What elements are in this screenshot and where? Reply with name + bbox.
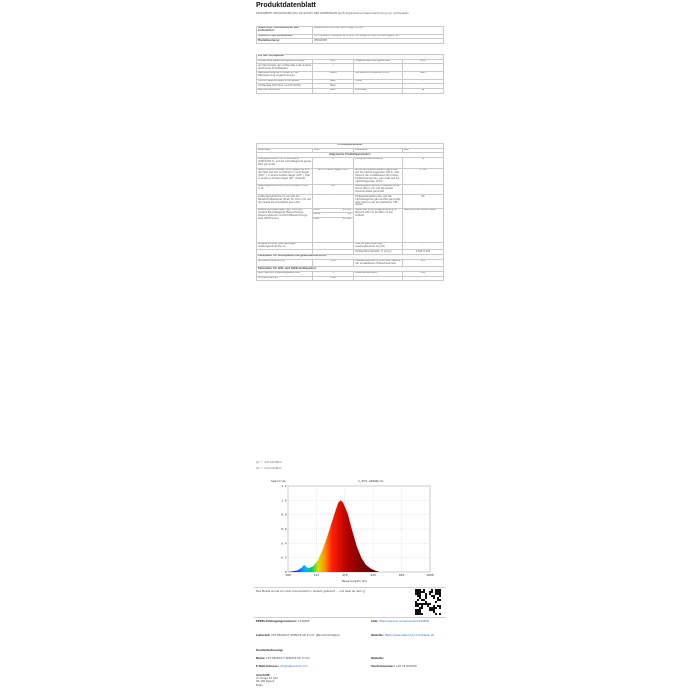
general-param-value: 8 (313, 158, 354, 169)
light-source-value: Nein (313, 84, 354, 89)
general-param-row (257, 195, 444, 208)
led-param-value: 1,00 (402, 271, 443, 276)
name-label: Name: (256, 657, 266, 660)
chart-title: Spectrum (271, 480, 286, 483)
directional-param-param: Spitzenlichtstärke (cd) (257, 259, 313, 267)
general-param-row (257, 168, 444, 184)
light-source-param: Verwendete Beleuchtungstech-nologie: (257, 59, 313, 64)
directional-param-param: Halbwertswinkel in Grad oder Spanne der einstellbaren Halbwertswinkel (354, 259, 403, 267)
light-source-type-table (256, 54, 444, 94)
qr-module (433, 597, 435, 599)
led-param-value: 3 (313, 271, 354, 276)
eprel-row (256, 620, 366, 623)
general-param-value: - (313, 195, 354, 208)
care-address-label: Anschrift: (256, 674, 271, 677)
y-tick-label: 0.6 (281, 527, 287, 531)
light-source-value: - (402, 79, 443, 84)
name-value: CET PRODUCT SERVICE SP. Z O.O. (266, 657, 310, 660)
care-name-row (256, 657, 366, 660)
qr-module (439, 599, 441, 601)
led-param-value: 0,96 (313, 276, 354, 281)
light-source-param: Ungebündelt oder gebündelt: (354, 59, 403, 64)
qr-module (429, 603, 431, 605)
dim-value: 20 (348, 212, 352, 216)
email-row (256, 665, 366, 668)
eprel-link-label: Link: (371, 620, 379, 623)
led-param-param: Lebensdauerfaktor (354, 271, 403, 276)
dim-value: 20 000 (342, 217, 352, 220)
light-source-param: Dimmbar: (354, 88, 403, 93)
light-source-param: Netzspannung/Nicht direkt an die Netzspannung angeschlos-sen: (257, 71, 313, 79)
address-label: Anschrift des Lieferanten: (257, 34, 313, 39)
eprel-value: 2139208 (297, 620, 310, 623)
eprel-label: EPREL-Eintragungsnummer: (256, 620, 298, 623)
light-source-row (257, 64, 444, 72)
general-param-param: Nutzlichtstrom (Φuse) mit An-gabe, ob sich der Wert auf den Lichtstrom in einer Kugel (360° ), in einem breiten Kegel (120° ) oder in einem schmalen Kegel (90° ) bezieht (257, 168, 313, 184)
qr-module (421, 613, 423, 615)
general-param-param: Energieverbrauch im Ein-Zu-stand (kWh/1000 h), auf die nächstliegende ganze Zahl gerundet (258, 157, 312, 167)
general-param-param: Farbwiedergabein-dex, auf die nächstliegende gan-ze Zahl gerundet, oder Spanne der ein-stellbaren CRI-Werte (355, 194, 401, 207)
led-param-value (402, 276, 443, 281)
address-block (256, 674, 444, 687)
led-param-param: Lichtstromerhalt (257, 276, 313, 281)
x-tick-label: 380 (285, 573, 291, 577)
general-param-value: 80 (402, 195, 443, 208)
x-tick-label: 645 (370, 573, 376, 577)
divider (254, 587, 446, 588)
light-source-param: Hülle: (354, 79, 403, 84)
supplier-value: CET PRODUCT SERVICE SP. Z O.O. (Bevollmächtigter) (271, 634, 340, 637)
x-tick-label: 513 (313, 573, 320, 577)
light-source-param: Art des Sockels der Lichtquelle (oder andere elektrische Schnittstelle) (258, 63, 312, 70)
phone-label: Telefonnummer: (371, 665, 395, 668)
general-param-param: Leistungsaufnahme im Ein-Zu-stand (Pon) in W (257, 184, 313, 195)
light-source-value: Ja (402, 88, 443, 93)
y-tick-label: 1.2 (281, 484, 287, 488)
intro-text: DELEGIERTE VERORDNUNG (EU) 2019/2015 DER KOMMISSION bei Energieverbrauchskennzeichnung von Lichtquellen (256, 12, 409, 15)
trademark-label: Name oder Handelsmarke des Lieferanten: (257, 27, 313, 35)
email-label: E-Mail-Adresse: (256, 665, 279, 668)
general-param-param: Energieeffizienzklas-se (354, 158, 403, 169)
qr-module (439, 613, 441, 615)
col-value-1: Wert (313, 148, 354, 153)
model-placed-note: Das Modell wurde von dem Unionsmarkt in Verkehr gebracht ... und zwar ab dem: JJ (256, 590, 365, 593)
chart-annotation: λ,P=5.249mW/nm (358, 480, 384, 483)
general-param-row (257, 242, 444, 250)
general-param-row (257, 184, 444, 195)
general-param-row (257, 158, 444, 169)
general-param-value: - (313, 242, 354, 250)
general-param-value: 0,506 0,442 (402, 250, 443, 255)
light-source-param: Lichtquelle mit hoher Leucht-dichte: (257, 84, 313, 89)
light-source-value: DLS (402, 59, 443, 64)
supplier-label: Lieferant: (256, 634, 271, 637)
divider (254, 617, 446, 618)
general-param-value: 2 700 (402, 168, 443, 184)
directional-params-header: Parameter für Lichtquellen mit gebündeltem Licht: (257, 254, 444, 259)
spectrum-area (288, 500, 380, 572)
supplier-row (256, 634, 366, 637)
light-source-value: Nein (313, 88, 354, 93)
general-params-header: Allgemeine Produktparameter: (257, 153, 444, 158)
light-source-row (257, 88, 444, 93)
general-param-param: Leistungsaufnahme im vernetz-ten Bereitschaftsbetrieb (Pnet) für CLS in W, auf die zweite De-zimalstelle gerundet (257, 195, 313, 208)
model-label: Modellkennung: (257, 39, 313, 44)
qr-code[interactable] (415, 589, 441, 615)
eprel-link-row (371, 620, 443, 623)
general-param-param: Angabe zu einer gleichwertigen Leistungsaufnahme (a) (257, 242, 313, 250)
qr-module (435, 613, 437, 615)
supplier-table (256, 26, 444, 44)
led-param-row (257, 276, 444, 281)
led-param-param: Wert des R9-Farbwiedergabein-dex (257, 271, 313, 276)
directional-param-value: 120 (402, 259, 443, 267)
general-param-value: 399 in breiter Kegel (120°) (313, 168, 354, 184)
col-value-2: Wert (402, 148, 443, 153)
y-tick-label: 0.2 (281, 555, 287, 560)
spectrum-chart (270, 480, 440, 584)
qr-module (439, 607, 441, 609)
y-tick-label: 0.4 (281, 541, 287, 546)
y-tick-label: 1.0 (281, 498, 287, 503)
y-tick-label: 0 (284, 570, 287, 574)
dimensions-label: äußere Ab-messungen, ggf. ohne ge-parates Be-triebsgerät, Beleuchtungs-steuerungstei-le und Nicht-Beleuchtungs-teile (Millime-ter) (257, 208, 313, 242)
phone-row (371, 665, 443, 668)
light-source-param: Vernetzte Lichtquel-le (CLS): (354, 71, 403, 79)
qr-module (421, 607, 423, 609)
address-line: 95-100 Zgierz (256, 680, 275, 684)
light-source-value: MNLS (313, 71, 354, 79)
light-source-value: Nein (402, 71, 443, 79)
care-label-text: Kundenbetreuung: (256, 649, 284, 652)
qr-module (435, 607, 437, 609)
general-param-value: - (402, 242, 443, 250)
general-param-param: Falls ja, gleichwerti-ge Leistungsaufnah-me (W) (354, 242, 403, 250)
website2-label: Website: (371, 657, 384, 660)
website-link[interactable]: https://www.cetproduct.com/blank-10 (384, 634, 434, 637)
col-param-2: Parameter (354, 148, 403, 153)
customer-care-label (256, 649, 444, 652)
dim-value: 20 000 (342, 208, 352, 211)
general-param-param: Leistungsaufnahme im Bereitschafts-stand (Psb) in W, auf die zweite Dezimal-stelle gerundet (354, 184, 403, 195)
x-axis-label: Wavelength(nm) (342, 579, 368, 583)
light-source-value: / (313, 64, 354, 72)
product-data-sheet (254, 0, 446, 700)
footnote-a: (a) "-": nicht zutreffend; (256, 461, 283, 464)
dim-key: Höhe (313, 208, 320, 211)
light-source-param: Farblich abstimmbare Licht-quelle: (257, 79, 313, 84)
address-line: Ul. Dluga 33 102 (256, 677, 278, 681)
qr-module (431, 591, 433, 593)
email-link[interactable]: info@cetproduct.com (279, 665, 308, 668)
model-value: WWG500H (313, 39, 444, 44)
led-param-param (354, 276, 403, 281)
general-param-value: G (402, 158, 443, 169)
light-source-param (354, 64, 403, 72)
light-source-value (402, 64, 443, 72)
phone-value: +48 791019706 (395, 665, 417, 668)
led-params-header: Parameter für LED- und OLED-Lichtquellen: (257, 267, 444, 272)
light-source-row (257, 71, 444, 79)
qr-module (435, 601, 437, 603)
spectrum-label: Spektrale Strah-lungsverteilung im Bereich 250 nm bis 800 nm bei Volllast (354, 208, 403, 242)
dim-row-2 (313, 217, 354, 242)
qr-module (417, 599, 419, 601)
light-source-type-header: Art der Lichtquelle: (257, 55, 444, 60)
general-param-param: ähnliche Farbtem-peratur gerundet auf die nächst-liegenden 100 K, oder Spanne der einstellbaren ähn-lichen Farbtempera-turen, gerundet auf die nächstliegenden 100 K (354, 168, 403, 184)
eprel-link[interactable]: https://eprel.ec.europa.eu/qr/2139208 (378, 620, 429, 623)
footnote-b: (b) "-": nicht zutreffend. (256, 467, 283, 470)
qr-module (425, 597, 427, 599)
website-row (371, 634, 443, 637)
y-tick-label: 0.8 (281, 512, 287, 517)
col-param-1: Parameter (257, 148, 313, 153)
general-param-value: 6,0 (313, 184, 354, 195)
product-params-table (256, 143, 444, 281)
address-line: Polen (256, 683, 264, 687)
website-label: Website: (371, 634, 384, 637)
trademark-value: Shenzhenshi Minmait Technology Co.,Ltd (313, 27, 444, 35)
care-website-row (371, 657, 443, 660)
general-param-param: Farbwertkoordinaten (x und y) (354, 250, 403, 255)
document-title: Produktdatenblatt (256, 2, 316, 9)
product-params-header: Produktparameter (257, 144, 444, 149)
general-param-value: - (402, 184, 443, 195)
address-value: CET PRODUCT SERVICE SP. Z O.O., Ul. Dluga 33 102, 95-100 Zgierz, PL (313, 34, 444, 39)
spectrum-value: Siehe Bild auf letzter Seite (402, 208, 443, 242)
light-source-param: Blendschutzschild: (257, 88, 313, 93)
x-tick-label: 830 (398, 573, 405, 577)
directional-param-row (257, 259, 444, 267)
qr-module (439, 595, 441, 597)
x-tick-label: 1000 (426, 573, 434, 577)
light-source-value: LED (313, 59, 354, 64)
light-source-value: Nein (313, 79, 354, 84)
x-tick-label: 476 (342, 573, 348, 577)
dim-key: Tiefe (313, 217, 319, 220)
directional-param-value: 186 (313, 259, 354, 267)
dim-key: Breite (313, 212, 321, 216)
